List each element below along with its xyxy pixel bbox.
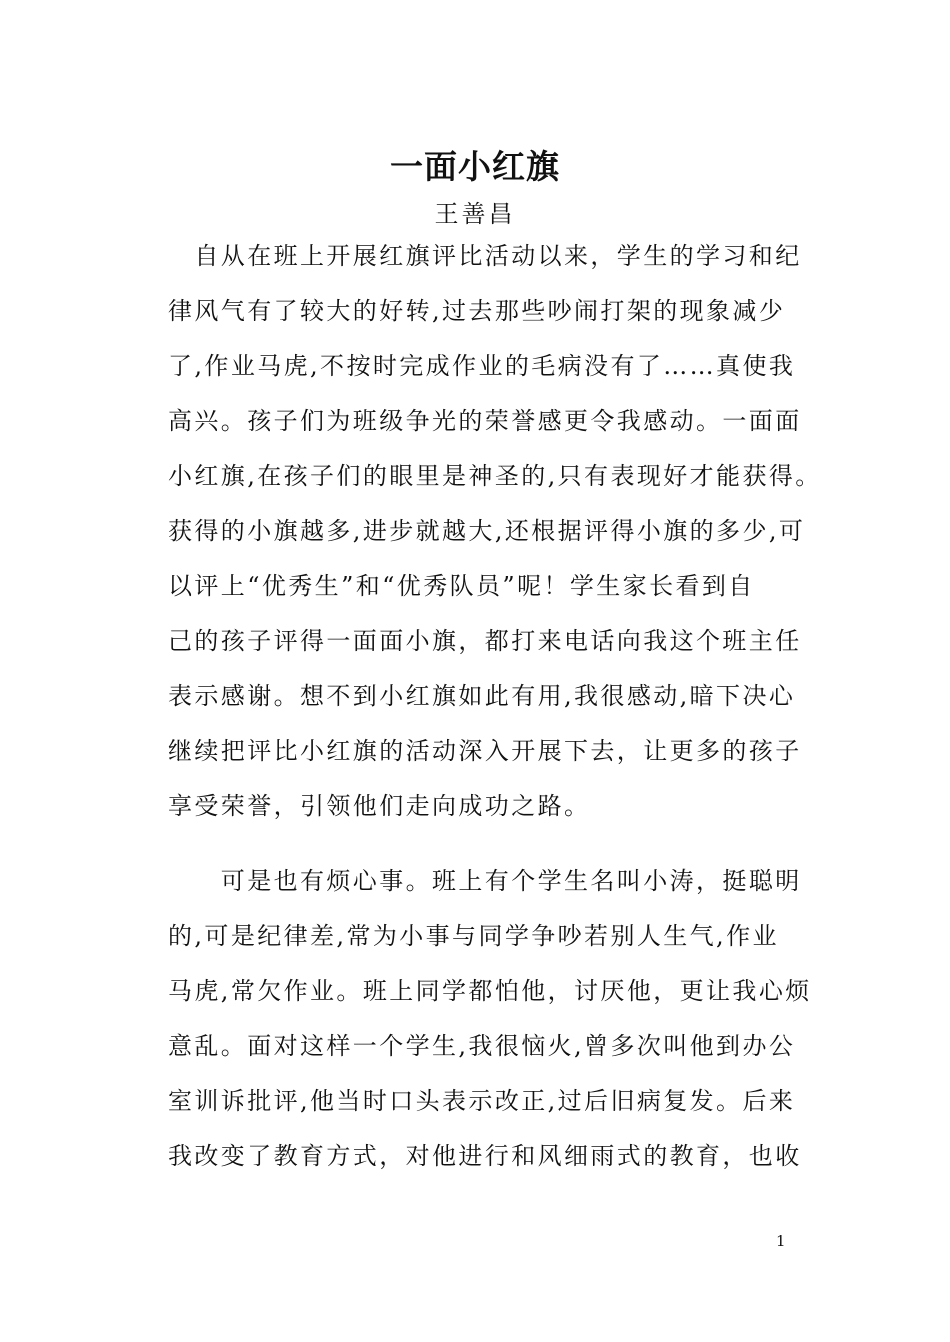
text-line: 己的孩子评得一面面小旗，都打来电话向我这个班主任 bbox=[168, 627, 802, 655]
text-line: 意乱。面对这样一个学生,我很恼火,曾多次叫他到办公 bbox=[168, 1032, 796, 1060]
text-line: 高兴。孩子们为班级争光的荣誉感更令我感动。一面面 bbox=[168, 407, 802, 435]
text-line: 以评上“优秀生”和“优秀队员”呢！学生家长看到自 bbox=[168, 572, 755, 600]
text-line: 的,可是纪律差,常为小事与同学争吵若别人生气,作业 bbox=[168, 922, 779, 950]
text-line: 可是也有烦心事。班上有个学生名叫小涛，挺聪明 bbox=[168, 867, 802, 895]
text-line: 我改变了教育方式，对他进行和风细雨式的教育，也收 bbox=[168, 1142, 802, 1170]
text-line: 表示感谢。想不到小红旗如此有用,我很感动,暗下决心 bbox=[168, 682, 796, 710]
paragraph-gap bbox=[168, 841, 808, 861]
text-line: 获得的小旗越多,进步就越大,还根据评得小旗的多少,可 bbox=[168, 517, 806, 545]
text-line: 了,作业马虎,不按时完成作业的毛病没有了……真使我 bbox=[168, 352, 796, 380]
text-line: 享受荣誉，引领他们走向成功之路。 bbox=[168, 792, 591, 820]
article-author: 王善昌 bbox=[434, 200, 516, 228]
text-line: 继续把评比小红旗的活动深入开展下去，让更多的孩子 bbox=[168, 737, 802, 765]
text-line: 自从在班上开展红旗评比活动以来，学生的学习和纪 bbox=[168, 242, 802, 270]
text-line: 马虎,常欠作业。班上同学都怕他，讨厌他，更让我心烦 bbox=[168, 977, 812, 1005]
text-line: 律风气有了较大的好转,过去那些吵闹打架的现象减少 bbox=[168, 297, 786, 325]
article-title: 一面小红旗 bbox=[390, 147, 560, 186]
page-number: 1 bbox=[776, 1232, 786, 1250]
text-line: 小红旗,在孩子们的眼里是神圣的,只有表现好才能获得。 bbox=[168, 462, 822, 490]
article-body bbox=[168, 236, 822, 1191]
text-line: 室训诉批评,他当时口头表示改正,过后旧病复发。后来 bbox=[168, 1087, 796, 1115]
